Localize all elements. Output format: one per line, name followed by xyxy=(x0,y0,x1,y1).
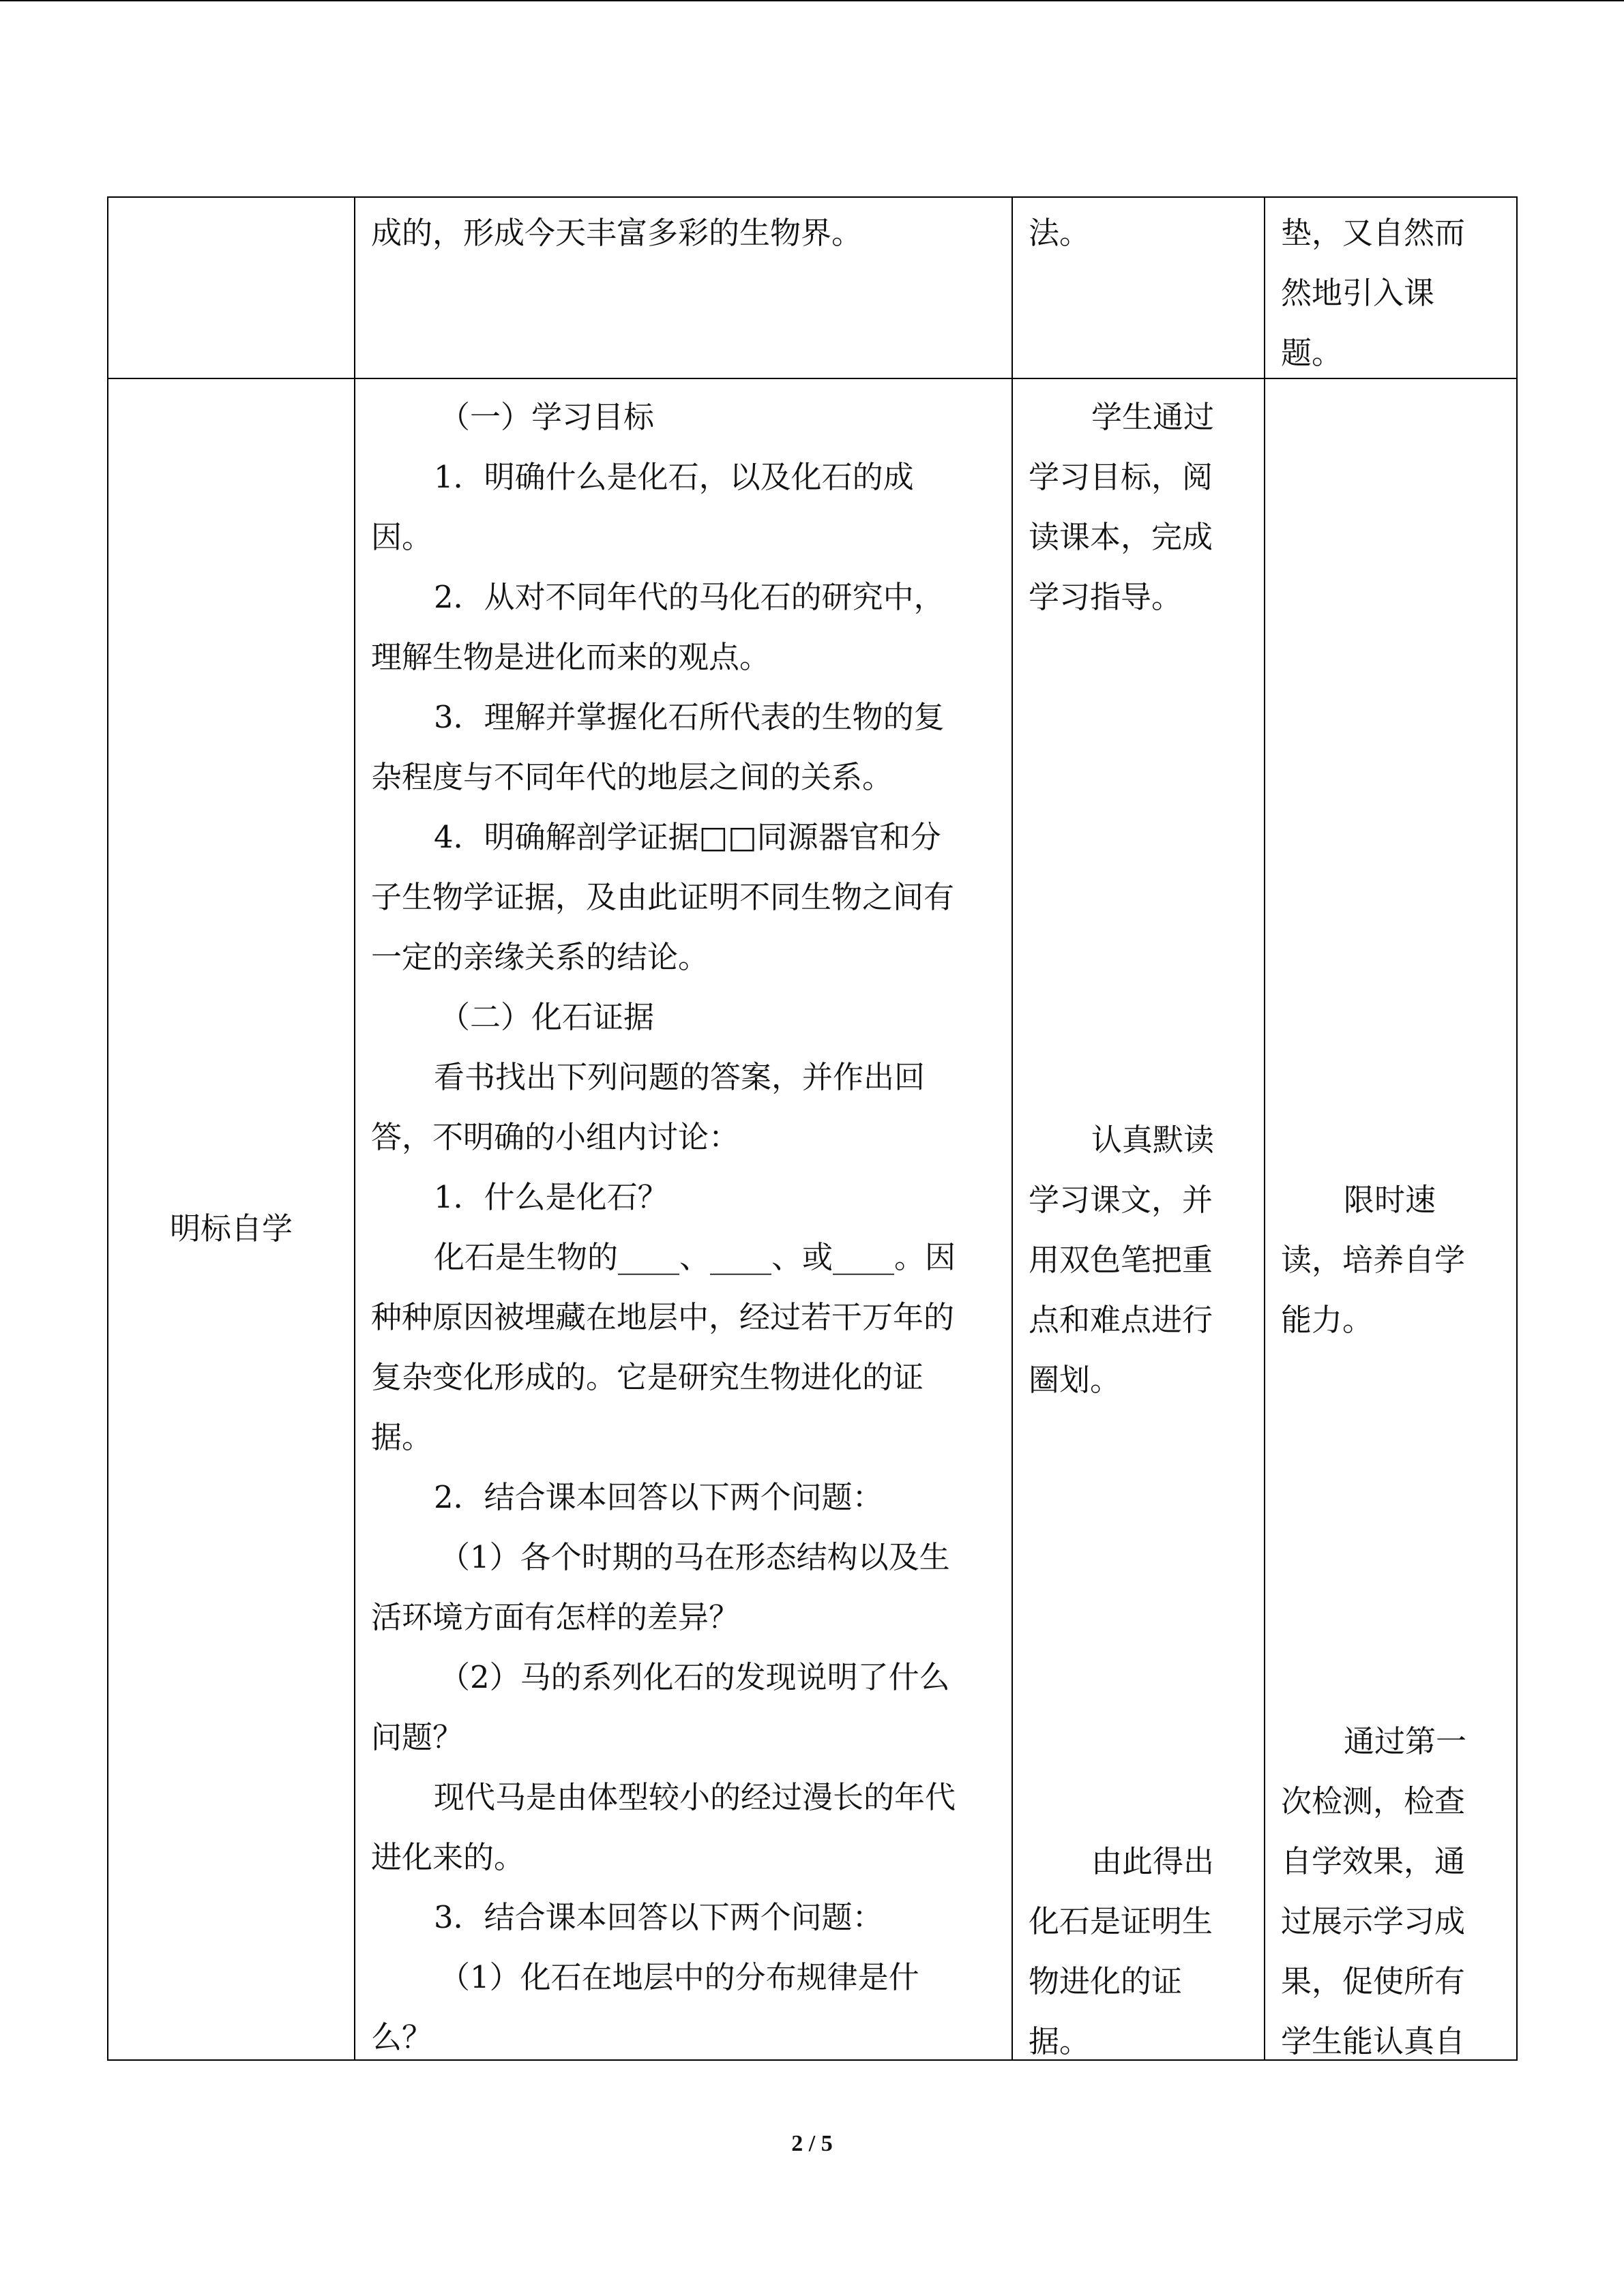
content-line: 么？ xyxy=(371,2019,433,2055)
note-line: 能力。 xyxy=(1281,1302,1374,1338)
student-line: 用双色笔把重 xyxy=(1029,1242,1213,1278)
note-line: 读，培养自学 xyxy=(1281,1242,1466,1278)
note-line: 限时速 xyxy=(1344,1182,1436,1218)
content-line: 复杂变化形成的。它是研究生物进化的证 xyxy=(371,1359,924,1395)
content-line: 进化来的。 xyxy=(371,1839,525,1875)
content-line: （1）各个时期的马在形态结构以及生 xyxy=(439,1539,950,1575)
note-line: 过展示学习成 xyxy=(1281,1903,1466,1939)
student-line: 由此得出 xyxy=(1091,1843,1215,1879)
content-line: 答，不明确的小组内讨论： xyxy=(371,1119,740,1155)
content-line: 一定的亲缘关系的结论。 xyxy=(371,939,709,975)
content-line: 现代马是由体型较小的经过漫长的年代 xyxy=(434,1779,956,1815)
student-line: 学习指导。 xyxy=(1029,579,1183,615)
content-line: （1）化石在地层中的分布规律是什 xyxy=(439,1959,919,1995)
note-line: 次检测，检查 xyxy=(1281,1783,1466,1819)
student-line: 读课本，完成 xyxy=(1029,519,1213,555)
content-line: 成的，形成今天丰富多彩的生物界。 xyxy=(371,215,863,251)
content-line: （2）马的系列化石的发现说明了什么 xyxy=(439,1659,950,1695)
content-line: 化石是生物的____、____、或____。因 xyxy=(434,1239,956,1275)
note-line: 题。 xyxy=(1281,335,1343,371)
content-line: 1．明确什么是化石，以及化石的成 xyxy=(434,459,914,495)
student-line: 化石是证明生 xyxy=(1029,1903,1213,1939)
stage-cell-row1 xyxy=(107,196,355,379)
student-line: 物进化的证 xyxy=(1029,1963,1183,1999)
content-line: 因。 xyxy=(371,519,433,555)
content-line: 理解生物是进化而来的观点。 xyxy=(371,639,771,675)
student-line: 学习课文，并 xyxy=(1029,1182,1213,1218)
page-number: 2 / 5 xyxy=(791,2131,833,2156)
content-line: （二）化石证据 xyxy=(439,999,655,1035)
student-line: 学生通过 xyxy=(1091,399,1215,435)
student-line: 法。 xyxy=(1029,215,1091,251)
content-line: 杂程度与不同年代的地层之间的关系。 xyxy=(371,759,894,795)
content-line: 1．什么是化石？ xyxy=(434,1179,668,1215)
content-line: 4．明确解剖学证据□□同源器官和分 xyxy=(434,819,941,855)
content-line: 活环境方面有怎样的差异？ xyxy=(371,1599,740,1635)
content-line: 种种原因被埋藏在地层中，经过若干万年的 xyxy=(371,1299,955,1335)
content-line: （一）学习目标 xyxy=(439,399,655,435)
content-line: 看书找出下列问题的答案，并作出回 xyxy=(434,1059,926,1095)
student-line: 认真默读 xyxy=(1091,1122,1215,1158)
note-line: 自学效果，通 xyxy=(1281,1843,1466,1879)
student-line: 学习目标，阅 xyxy=(1029,459,1213,495)
note-line: 学生能认真自 xyxy=(1281,2023,1466,2059)
content-line: 3．理解并掌握化石所代表的生物的复 xyxy=(434,699,945,735)
student-line: 据。 xyxy=(1029,2023,1091,2059)
student-line: 圈划。 xyxy=(1029,1362,1121,1398)
content-line: 2．结合课本回答以下两个问题： xyxy=(434,1479,883,1515)
note-line: 然地引入课 xyxy=(1281,275,1435,311)
note-line: 果，促使所有 xyxy=(1281,1963,1466,1999)
top-rule xyxy=(0,0,1624,1)
content-line: 子生物学证据，及由此证明不同生物之间有 xyxy=(371,879,955,915)
student-line: 点和难点进行 xyxy=(1029,1302,1213,1338)
stage-label: 明标自学 xyxy=(169,1210,293,1247)
content-line: 据。 xyxy=(371,1419,433,1455)
note-line: 通过第一 xyxy=(1344,1723,1467,1759)
content-line: 2．从对不同年代的马化石的研究中， xyxy=(434,579,945,615)
content-line: 问题？ xyxy=(371,1719,464,1755)
note-line: 垫，又自然而 xyxy=(1281,215,1466,251)
content-line: 3．结合课本回答以下两个问题： xyxy=(434,1899,883,1935)
